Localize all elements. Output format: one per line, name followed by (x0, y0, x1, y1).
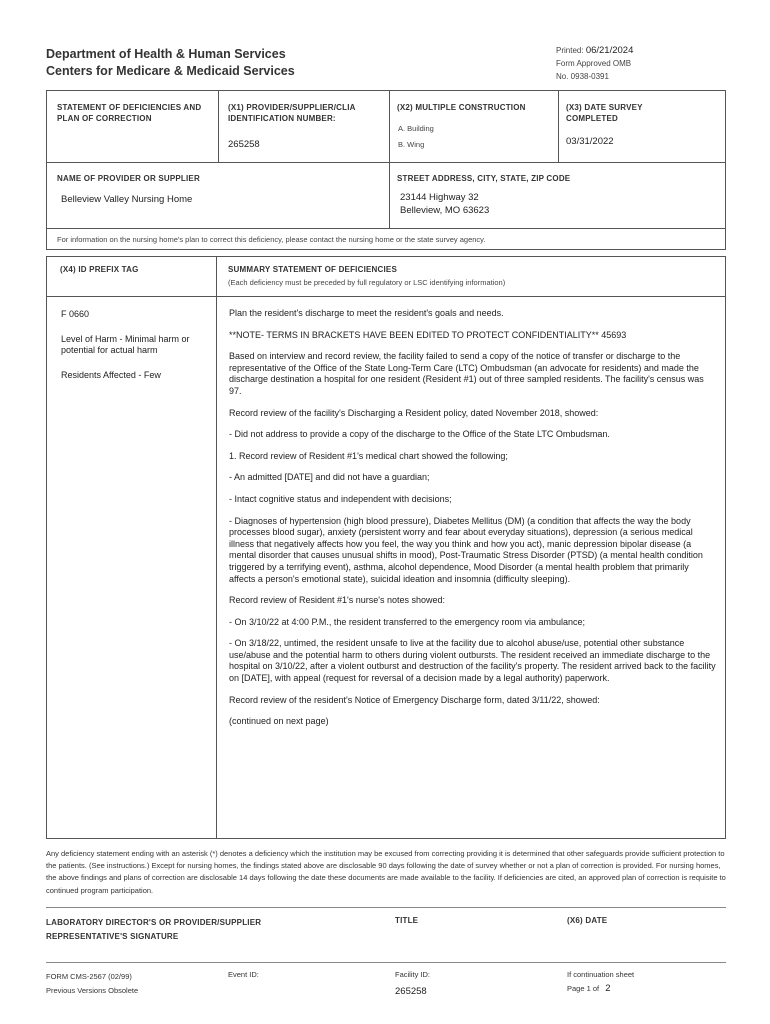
director-signature-label: LABORATORY DIRECTOR'S OR PROVIDER/SUPPLIER REPRESENTATIVE'S SIGNATURE (46, 918, 262, 941)
event-id-label: Event ID: (228, 970, 259, 979)
summary-paragraph: - On 3/18/22, untimed, the resident unsafe to live at the facility due to alcohol abuse/use, potential other substance use/abuse and the potential harm to others during violent outbursts. The resident received an immediate discharge to the hospital on 3/10/22, after a violent outburst and destruction of the facility's property. The resident arrived back to the facility on [DATE], with appeal (request for reversal of a decision made by a legal authority) paperwork. (229, 638, 716, 684)
x3-label: (X3) DATE SURVEY COMPLETED (566, 103, 643, 123)
top-table-divider (46, 162, 726, 163)
department-name: Department of Health & Human Services (46, 47, 286, 61)
x3-value: 03/31/2022 (566, 136, 614, 147)
summary-paragraph: Plan the resident's discharge to meet the resident's goals and needs. (229, 308, 504, 318)
agency-header (46, 46, 295, 80)
previous-versions: Previous Versions Obsolete (46, 986, 139, 995)
form-approved: Form Approved OMB (556, 59, 632, 68)
x1-label: (X1) PROVIDER/SUPPLIER/CLIA IDENTIFICATION NUMBER: (228, 103, 356, 123)
deficiency-header-divider (46, 296, 726, 297)
summary-paragraph: Record review of Resident #1's nurse's notes showed: (229, 595, 446, 606)
summary-paragraph: Record review of the resident's Notice of Emergency Discharge form, dated 3/11/22, showed: (229, 694, 600, 705)
tag-column (61, 309, 211, 394)
provider-label: NAME OF PROVIDER OR SUPPLIER (57, 174, 200, 183)
page-label: Page 1 of (567, 984, 600, 993)
page-info (567, 968, 634, 996)
centers-name: Centers for Medicare & Medicaid Services (46, 64, 295, 78)
x2-label: (X2) MULTIPLE CONSTRUCTION (397, 103, 526, 112)
summary-paragraph: - Did not address to provide a copy of the discharge to the Office of the State LTC Ombudsman. (229, 429, 610, 440)
residents-affected: Residents Affected - Few (61, 369, 161, 380)
info-note: For information on the nursing home's plan to correct this deficiency, please contact the nursing home or the state survey agency. (57, 235, 486, 244)
address-value (400, 191, 489, 217)
address-line1: 23144 Highway 32 (400, 192, 479, 203)
level-of-harm: Level of Harm - Minimal harm or potential for actual harm (61, 333, 190, 356)
provider-value: Belleview Valley Nursing Home (61, 194, 193, 205)
summary-paragraph: - On 3/10/22 at 4:00 P.M., the resident transferred to the emergency room via ambulance; (229, 616, 586, 627)
summary-label: SUMMARY STATEMENT OF DEFICIENCIES (228, 265, 397, 274)
summary-paragraph: - Intact cognitive status and independent with decisions; (229, 493, 452, 504)
x2-building: A. Building (398, 124, 434, 133)
prefix-tag: F 0660 (61, 309, 90, 319)
top-table-divider-2 (46, 228, 726, 229)
facility-id-label: Facility ID: (395, 970, 431, 979)
x2-wing: B. Wing (398, 140, 425, 149)
col-divider-2 (389, 90, 390, 228)
printed-label: Printed: (556, 46, 584, 55)
statement-label: STATEMENT OF DEFICIENCIES AND PLAN OF CORRECTION (57, 103, 202, 123)
deficiency-col-divider (216, 256, 217, 839)
x1-value: 265258 (228, 139, 260, 150)
continued-note: (continued on next page) (229, 716, 329, 727)
page-total: 2 (605, 983, 611, 994)
continuation-label: If continuation sheet (567, 970, 635, 979)
facility-id-value: 265258 (395, 986, 427, 997)
form-id (46, 970, 138, 998)
signature-top-rule (46, 907, 726, 908)
summary-paragraph: - An admitted [DATE] and did not have a guardian; (229, 472, 430, 483)
summary-paragraph: Based on interview and record review, the facility failed to send a copy of the notice of transfer or discharge to the representative of the Office of the State Long-Term Care (LTC) Ombudsman (an advocate for residents) and made the discharge destination a hospital for one resident (Resident #1) out of three sampled residents. The facility's census was 97. (229, 351, 704, 396)
disclaimer-text: Any deficiency statement ending with an asterisk (*) denotes a deficiency which the institution may be excused from correcting providing it is determined that other safeguards provide sufficient protection to the patients. (See instructions.) Except for nursing homes, the findings stated above are disclosable 90 days following the date of survey whether or not a plan of correction is provided. For nursing homes, the above findings and plans of correction are disclosable 14 days following the date these documents are made available to the facility. If deficiencies are cited, an approved plan of correction is requisite to continued program participation. (46, 849, 726, 895)
printed-date: 06/21/2024 (585, 45, 634, 56)
col-divider-3 (558, 90, 559, 162)
col-divider-1 (218, 90, 219, 162)
summary-sub: (Each deficiency must be preceded by full regulatory or LSC identifying information) (228, 278, 506, 287)
x6-date-label: (X6) DATE (567, 916, 608, 925)
summary-paragraph: Record review of the facility's Discharging a Resident policy, dated November 2018, showed: (229, 407, 599, 418)
title-label: TITLE (395, 916, 419, 925)
summary-paragraph: **NOTE- TERMS IN BRACKETS HAVE BEEN EDITED TO PROTECT CONFIDENTIALITY** 45693 (229, 329, 627, 340)
address-label: STREET ADDRESS, CITY, STATE, ZIP CODE (397, 174, 571, 183)
address-line2: Belleview, MO 63623 (400, 205, 490, 216)
summary-paragraph: 1. Record review of Resident #1's medical chart showed the following; (229, 450, 508, 461)
omb-number: No. 0938-0391 (556, 72, 609, 81)
form-meta (556, 44, 633, 83)
form-number: FORM CMS-2567 (02/99) (46, 972, 132, 981)
summary-paragraph: - Diagnoses of hypertension (high blood pressure), Diabetes Mellitus (DM) (a condition that affects the way the body processes blood sugar), anxiety (persistent worry and fear about everyday situations), depression (a serious medical illness that negatively affects how you feel, the way you think and how you act), manic depression bipolar disease (a mental disorder that causes unusual shifts in mood), Post-Traumatic Stress Disorder (PTSD) (a mental health condition triggered by a terrifying event), asthma, alcohol dependence, Mood Disorder (a mental health problem that primarily affects a person's emotional state), suicidal ideation and insomnia (difficulty sleeping). (229, 515, 703, 584)
summary-body (229, 308, 717, 738)
signature-bottom-rule (46, 962, 726, 963)
x4-label: (X4) ID PREFIX TAG (60, 265, 139, 274)
